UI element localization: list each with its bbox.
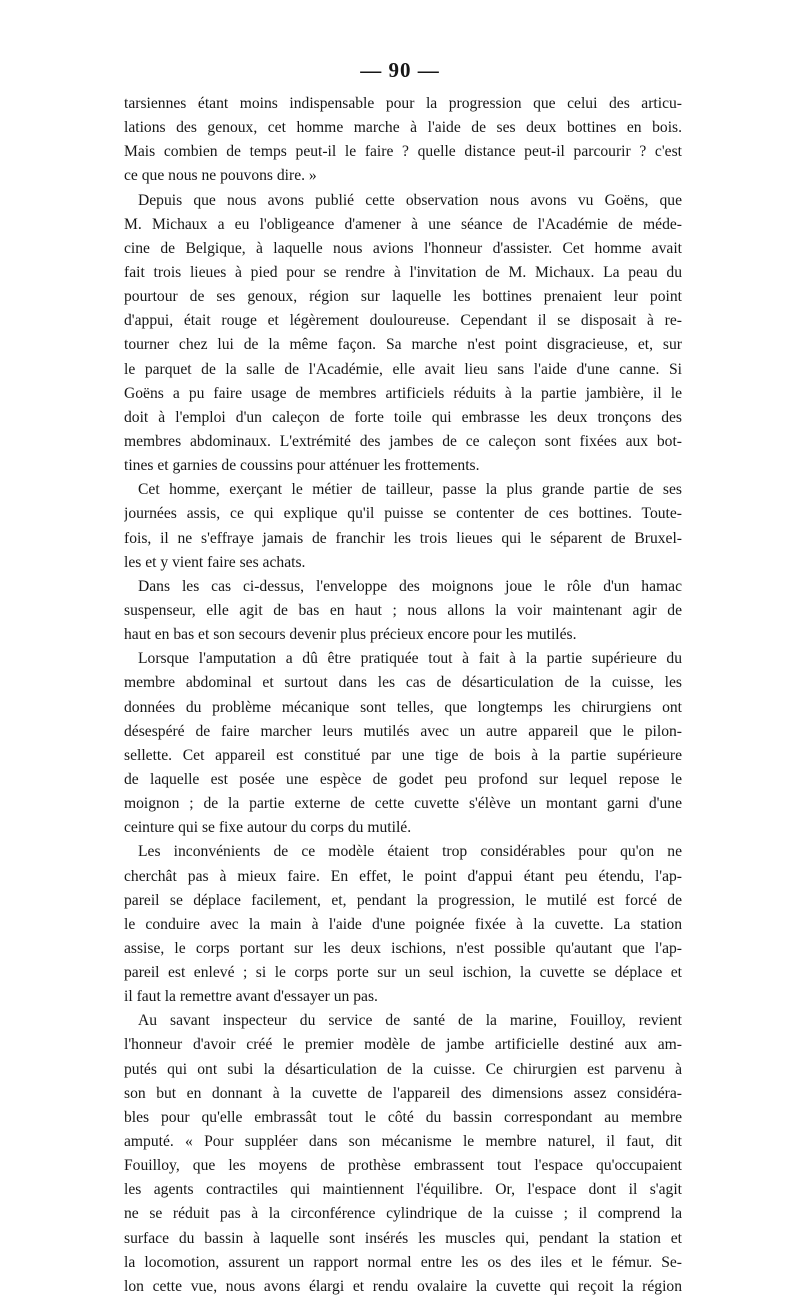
text-line: la locomotion, assurent un rapport normal entre les os des iles et le fémur. Se- (124, 1253, 682, 1271)
text-line: pareil se déplace facilement, et, pendant la progression, le mutilé est forcé de (124, 891, 682, 909)
text-line: surface du bassin à laquelle sont insérés les muscles qui, pendant la station et (124, 1229, 682, 1247)
text-line: M. Michaux a eu l'obligeance d'amener à une séance de l'Académie de méde- (124, 215, 682, 233)
text-line: Fouilloy, que les moyens de prothèse embrassent tout l'espace qu'occupaient (124, 1157, 682, 1175)
text-line: doit à l'emploi d'un caleçon de forte toile qui embrasse les deux tronçons des (124, 408, 682, 426)
text-line: de laquelle est posée une espèce de godet peu profond sur lequel repose le (124, 770, 682, 788)
text-line: cine de Belgique, à laquelle nous avions l'honneur d'assister. Cet homme avait (124, 239, 682, 257)
text-line: putés qui ont subi la désarticulation de la cuisse. Ce chirurgien est parvenu à (124, 1060, 682, 1078)
text-line: le parquet de la salle de l'Académie, elle avait lieu sans l'aide d'une canne. Si (124, 360, 682, 378)
text-line: Au savant inspecteur du service de santé de la marine, Fouilloy, revient (138, 1012, 682, 1030)
text-line: lations des genoux, cet homme marche à l'aide de ses deux bottines en bois. (124, 119, 682, 137)
text-line: suspenseur, elle agit de bas en haut ; nous allons la voir maintenant agir de (124, 601, 682, 619)
text-line: fois, il ne s'effraye jamais de franchir les trois lieues qui le séparent de Bruxel- (124, 529, 682, 547)
text-line: Lorsque l'amputation a dû être pratiquée tout à fait à la partie supérieure du (138, 650, 682, 668)
text-line: son but en donnant à la cuvette de l'appareil des dimensions assez considéra- (124, 1084, 682, 1102)
text-line: tarsiennes étant moins indispensable pour la progression que celui des articu- (124, 95, 682, 112)
text-line: l'honneur d'avoir créé le premier modèle de jambe artificielle destiné aux am- (124, 1036, 682, 1054)
page-number: — 90 — (360, 58, 440, 82)
text-line: sellette. Cet appareil est constitué par une tige de bois à la partie supérieure (124, 746, 682, 764)
text-line: ceinture qui se fixe autour du corps du mutilé. (124, 819, 412, 837)
text-line: Cet homme, exerçant le métier de tailleur, passe la plus grande partie de ses (138, 481, 682, 499)
text-line: les agents contractiles qui maintiennent l'équilibre. Or, l'espace dont il s'agit (124, 1181, 682, 1199)
text-line: membres abdominaux. L'extrémité des jambes de ce caleçon sont fixées aux bot- (124, 432, 682, 450)
text-line: Depuis que nous avons publié cette observation nous avons vu Goëns, que (138, 191, 682, 209)
text-line: désespéré de faire marcher leurs mutilés avec un autre appareil que le pilon- (124, 722, 682, 740)
text-line: fait trois lieues à pied pour se rendre à l'invitation de M. Michaux. La peau du (124, 263, 682, 281)
text-line: ne se réduit pas à la circonférence cylindrique de la cuisse ; il comprend la (124, 1205, 682, 1223)
text-line: moignon ; de la partie externe de cette cuvette s'élève un montant garni d'une (124, 795, 682, 813)
text-line: assise, le corps portant sur les deux ischions, n'est possible qu'autant que l'ap- (124, 939, 682, 957)
text-line: données du problème mécanique sont telles, que longtemps les chirurgiens ont (124, 698, 682, 716)
text-line: Dans les cas ci-dessus, l'enveloppe des moignons joue le rôle d'un hamac (138, 577, 682, 595)
text-line: ce que nous ne pouvons dire. » (124, 167, 317, 185)
text-line: amputé. « Pour suppléer dans son mécanisme le membre naturel, il faut, dit (124, 1133, 682, 1151)
text-line: haut en bas et son secours devenir plus précieux encore pour les mutilés. (124, 626, 577, 644)
text-line: Les inconvénients de ce modèle étaient trop considérables pour qu'on ne (138, 843, 682, 861)
text-line: pourtour de ses genoux, région sur laquelle les bottines prenaient leur point (124, 288, 682, 306)
text-line: lon cette vue, nous avons élargi et rendu ovalaire la cuvette qui reçoit la région (124, 1277, 682, 1295)
text-line: cherchât pas à mieux faire. En effet, le point d'appui étant peu étendu, l'ap- (124, 867, 682, 885)
text-line: d'appui, était rouge et légèrement douloureuse. Cependant il se disposait à re- (124, 312, 682, 330)
text-line: bles pour qu'elle embrassât tout le côté du bassin correspondant au membre (124, 1108, 682, 1126)
text-line: le conduire avec la main à l'aide d'une poignée fixée à la cuvette. La station (124, 915, 682, 933)
text-line: membre abdominal et surtout dans les cas de désarticulation de la cuisse, les (124, 674, 682, 692)
text-line: tourner chez lui de la même façon. Sa marche n'est point disgracieuse, et, sur (124, 336, 682, 354)
text-line: journées assis, ce qui explique qu'il puisse se contenter de ces bottines. Toute- (124, 505, 682, 523)
text-line: pareil est enlevé ; si le corps porte sur un seul ischion, la cuvette se déplace et (124, 964, 682, 982)
body-text (124, 92, 682, 1299)
text-line: Mais combien de temps peut-il le faire ? quelle distance peut-il parcourir ? c'est (124, 143, 682, 161)
text-line: tines et garnies de coussins pour atténuer les frottements. (124, 457, 480, 475)
text-line: il faut la remettre avant d'essayer un pas. (124, 988, 378, 1006)
text-line: Goëns a pu faire usage de membres artificiels réduits à la partie jambière, il le (124, 384, 682, 402)
text-line: les et y vient faire ses achats. (124, 553, 306, 571)
